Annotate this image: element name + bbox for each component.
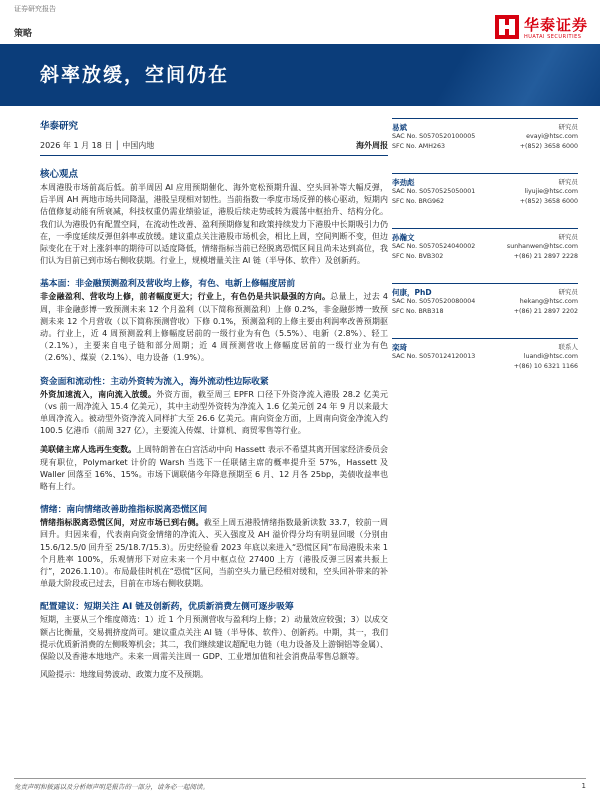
section-paragraph <box>40 291 388 364</box>
sac-number: SAC No. S0570524040002 <box>392 243 476 250</box>
section-heading: 情绪：南向情绪改善助推指标脱离恐慌区间 <box>40 505 208 516</box>
sfc-number: SFC No. BVB302 <box>392 253 444 260</box>
org-name: 华泰研究 <box>40 121 79 132</box>
analyst-phone: +(86) 21 2897 2228 <box>513 253 578 260</box>
meta-row <box>40 138 388 156</box>
title-banner <box>0 44 600 106</box>
analyst-sac <box>392 133 578 143</box>
analyst-email[interactable]: evayi@htsc.com <box>526 133 578 140</box>
analyst-sfc <box>392 198 578 208</box>
report-date: 2026 年 1 月 18 日 │ 中国内地 <box>40 141 155 150</box>
analyst-role: 研究员 <box>558 123 578 131</box>
analyst-role: 研究员 <box>558 288 578 296</box>
analyst-name: 易斌 <box>392 123 407 132</box>
section-lead: 非金融盈利、营收均上修，前者幅度更大；行业上，有色仍是共识最强的方向。 <box>40 292 331 302</box>
logo-text-cn: 华泰证券 <box>524 16 589 34</box>
sac-number: SAC No. S0570124120013 <box>392 353 476 360</box>
analyst-card <box>392 338 578 386</box>
risk-warning: 风险提示：地缘局势波动、政策力度不及预期。 <box>40 670 208 680</box>
sfc-number: SFC No. BRB318 <box>392 308 444 315</box>
sfc-number: SFC No. BRG962 <box>392 198 445 205</box>
analyst-card <box>392 118 578 166</box>
analyst-phone-row <box>392 363 578 373</box>
report-category: 策略 <box>14 29 33 39</box>
analyst-card <box>392 173 578 221</box>
analyst-name: 李劲彪 <box>392 178 415 187</box>
analyst-sac <box>392 353 578 363</box>
report-type-label: 证券研究报告 <box>14 5 56 13</box>
analyst-phone: +(86) 10 6321 1166 <box>513 363 578 370</box>
section-text: 截至上周五港股情绪指数最新读数 33.7，较前一周回升。归因来看，代表南向资金情绪的净流入、买入强度及 AH 溢价得分均有明显回暖（分别由 15.6/12.5/0 回升至 25/18.7/15.3）。历史经验看 2023 年底以来进入“恐慌区间”布局港股未来 1 个月胜率 100%，乐观情形下对应未来一个月中枢点位 27400 上方（港股反弹三因素共振上行”，2026.1.10）。布局最佳时机在“恐慌”区间，当前空头力量已经相对缓和，空头回补带来的补单最大阶段或已过去，目前在市场右侧收获期。 <box>40 518 389 589</box>
analyst-email[interactable]: hekang@htsc.com <box>519 298 578 305</box>
page-number: 1 <box>581 782 586 790</box>
sac-number: SAC No. S0570525050001 <box>392 188 476 195</box>
analyst-role: 联系人 <box>558 343 578 351</box>
section-lead: 情绪指标脱离恐慌区间，对应市场已到右侧。 <box>40 518 204 528</box>
analyst-sac <box>392 243 578 253</box>
core-heading: 核心观点 <box>40 169 79 180</box>
analyst-email[interactable]: liyujie@htsc.com <box>524 188 578 195</box>
section-paragraph <box>40 517 388 590</box>
logo-text-en: HUATAI SECURITIES <box>524 34 582 40</box>
analyst-role: 研究员 <box>558 233 578 241</box>
section-lead: 外资加速流入，南向流入放缓。 <box>40 389 157 399</box>
analyst-name: 何康，PhD <box>392 288 432 297</box>
core-paragraph: 本周港股市场前高后低。前半周因 AI 应用预期催化、海外宽松预期升温、空头回补等大幅反弹，后半周 AH 两地市场共同降温，港股呈现相对韧性。当前指数一季度市场反弹的核心驱动，短期内估值修复动能有所衰减，科技权重仍需业绩验证，港股后续走势或转为震荡中枢抬升、结构分化。我们认为港股仍有配置空间，在流动性改善、盈利预期修复和政策持续发力下港股中长期吸引力仍在，一季度延续反弹但斜率或放缓。建议重点关注港股市场机会，相比上周，空间判断不变，但边际变化在于对上涨斜率的期待可以适度降低，情绪指标当前已经脱离恐慌区间且尚未达到高位，我们认为目前已到市场右侧收获期。行业上，规模增量关注 AI 链（半导体、软件）及创新药。 <box>40 183 388 266</box>
report-title: 斜率放缓，空间仍在 <box>40 64 230 86</box>
section-heading: 配置建议：短期关注 AI 链及创新药，优质新消费左侧可逐步吸筹 <box>40 602 294 613</box>
analyst-email[interactable]: sunhanwen@htsc.com <box>506 243 578 250</box>
analyst-name: 栾琦 <box>392 343 407 352</box>
disclaimer-note: 免责声明和披露以及分析师声明是报告的一部分，请务必一起阅读。 <box>14 783 209 791</box>
footer-divider <box>14 778 586 779</box>
banner-decoration <box>380 44 600 106</box>
section-heading: 基本面：非金融预测盈利及营收均上修，有色、电新上修幅度居前 <box>40 279 296 290</box>
analyst-card <box>392 228 578 276</box>
analyst-phone: +(852) 3658 6000 <box>519 198 578 205</box>
section-heading: 资金面和流动性：主动外资转为流入，海外流动性边际收紧 <box>40 376 269 387</box>
analyst-email[interactable]: luandi@htsc.com <box>523 353 578 360</box>
analyst-role: 研究员 <box>558 178 578 186</box>
analyst-phone: +(852) 3658 6000 <box>519 143 578 150</box>
analyst-name: 孙瀚文 <box>392 233 415 242</box>
report-series: 海外周报 <box>356 141 388 150</box>
analyst-sac <box>392 298 578 308</box>
company-logo <box>494 12 594 48</box>
analyst-sfc <box>392 143 578 153</box>
section-text: 总量上，过去 4 周，非金融彭博一致预测未来 12 个月盈利（以下简称预测盈利）上修 0.2%，非金融彭博一致预测未来 12 个月营收（以下简称预测营收）下修 0.1%，预测盈利的上修主要由利润率改善预期驱动。行业上，近 4 周预测盈利上修幅度居前的一级行业为有色（5.5%）、电新（2.8%）、轻工（2.1%），主要来自电子链和部分周期；近 4 周预测营收上修幅度居前的一级行业为有色（2.6%）、煤炭（2.1%）、电力设备（1.9%）。 <box>40 292 388 363</box>
sac-number: SAC No. S0570520100005 <box>392 133 476 140</box>
section-lead: 美联储主席人选再生变数。 <box>40 445 137 455</box>
main-content <box>40 118 388 682</box>
analyst-sac <box>392 188 578 198</box>
analyst-sfc <box>392 253 578 263</box>
analyst-sfc <box>392 308 578 318</box>
sfc-number: SFC No. AMH263 <box>392 143 445 150</box>
analyst-phone: +(86) 21 2897 2202 <box>513 308 578 315</box>
section-paragraph <box>40 444 388 493</box>
section-paragraph: 短期，主要从三个维度筛选：1）近 1 个月预测营收与盈利均上修；2）动量效应较强；3）以成交额占比衡量，交易拥挤度尚可。建议重点关注 AI 链（半导体、软件）、创新药。中期，其一，我们提示优质新消费的左侧吸筹机会；其二，我们继续建议超配电力链（电力设备及上游铜铝等金属）、保险以及香港本地地产。未来一周需关注周一 GDP、工业增加值和社会消费品零售总额等。 <box>40 615 388 662</box>
section-text: 外资方面，截至周三 EPFR 口径下外资净流入港股 28.2 亿美元（vs 前一周净流入 15.4 亿美元），其中主动型外资转为净流入 1.6 亿美元创 24 年 9 月以来最大单周净流入。被动型外资净流入同样扩大至 26.6 亿美元。南向资金方面，上周南向资金净流入约 100.5 亿港币（前周 327 亿），主要流入传媒、计算机、商贸零售等行业。 <box>40 389 388 436</box>
section-paragraph <box>40 389 388 438</box>
huatai-logo-icon <box>494 14 520 40</box>
section-text: 上周特朗普在白宫活动中向 Hassett 表示不希望其离开国家经济委员会现有职位，Polymarket 计价的 Warsh 当选下一任联储主席的概率提升至 57%，Hassett 及 Waller 回落至 16%、15%。市场下调联储今年降息预期至 6 月、12 月各 25bp，美债收益率也略有上行。 <box>40 445 388 492</box>
sac-number: SAC No. S0570520080004 <box>392 298 476 305</box>
analyst-card <box>392 283 578 331</box>
analyst-panel <box>392 118 578 393</box>
